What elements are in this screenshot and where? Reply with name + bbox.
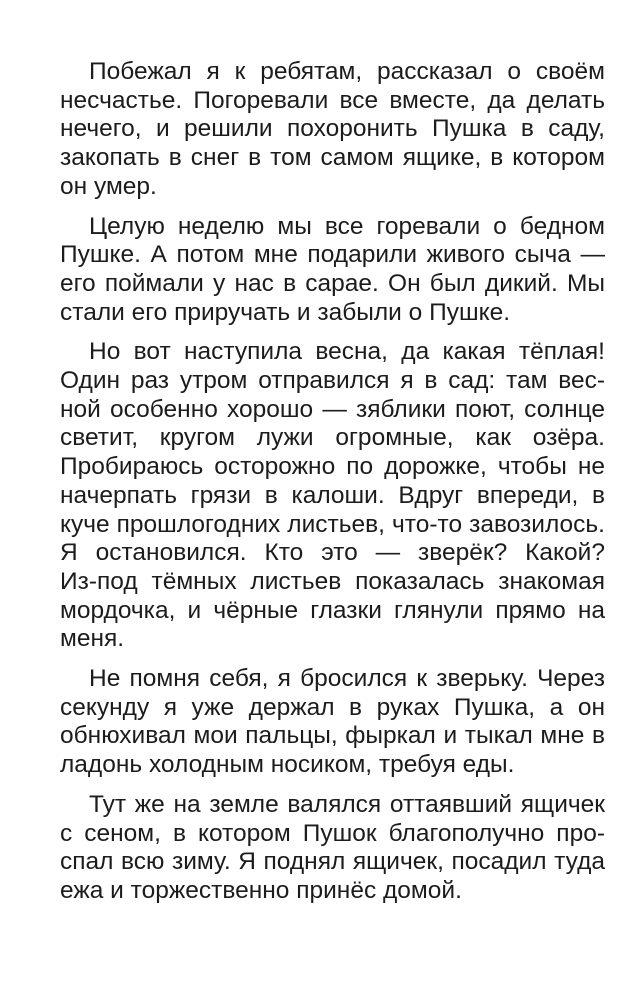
text-line: ной особенно хорошо — зяблики поют, солнце — [60, 395, 605, 423]
text-line: начерпать грязи в калоши. Вдруг впереди, в — [60, 481, 605, 509]
paragraph-1 — [60, 58, 605, 202]
text-line: секунду я уже держал в руках Пушка, а он — [60, 693, 605, 721]
text-line: он умер. — [60, 172, 157, 200]
paragraph-3 — [60, 338, 605, 654]
text-line: Пробираюсь осторожно по дорожке, чтобы не — [60, 453, 605, 481]
text-line: несчастье. Погоревали все вместе, да делать — [60, 86, 605, 114]
text-line: мордочка, и чёрные глазки глянули прямо на — [60, 596, 605, 624]
text-line: ежа и торжественно принёс домой. — [60, 876, 462, 904]
paragraph-5 — [60, 791, 605, 906]
text-line: Пушке. А потом мне подарили живого сыча — — [60, 241, 605, 269]
text-line: его поймали у нас в сарае. Он был дикий. Мы — [60, 269, 605, 297]
text-line: Не помня себя, я бросился к зверьку. Через — [89, 665, 605, 693]
text-line: светит, кругом лужи огромные, как озёра. — [60, 424, 605, 452]
text-line: Один раз утром отправился я в сад: там вес- — [60, 367, 605, 395]
text-line: меня. — [60, 625, 125, 653]
text-line: закопать в снег в том самом ящике, в котором — [60, 144, 605, 172]
story-text — [60, 58, 605, 917]
text-line: Тут же на земле валялся оттаявший ящичек — [89, 790, 605, 818]
text-line: ладонь холодным носиком, требуя еды. — [60, 751, 515, 779]
paragraph-2 — [60, 213, 605, 328]
text-line: спал всю зиму. Я поднял ящичек, посадил туда — [60, 848, 605, 876]
text-line: стали его приручать и забыли о Пушке. — [60, 298, 511, 326]
text-line: куче прошлогодних листьев, что-то завозилось. — [60, 510, 605, 538]
text-line: обнюхивал мои пальцы, фыркал и тыкал мне в — [60, 722, 605, 750]
text-line: с сеном, в котором Пушок благополучно про- — [60, 819, 605, 847]
text-line: нечего, и решили похоронить Пушка в саду, — [60, 115, 605, 143]
text-line: Из-под тёмных листьев показалась знакомая — [60, 567, 605, 595]
text-line: Целую неделю мы все горевали о бедном — [89, 212, 605, 240]
text-line: Побежал я к ребятам, рассказал о своём — [89, 58, 605, 85]
text-line: Я остановился. Кто это — зверёк? Какой? — [60, 539, 605, 567]
paragraph-4 — [60, 665, 605, 780]
text-line: Но вот наступила весна, да какая тёплая! — [89, 338, 605, 366]
